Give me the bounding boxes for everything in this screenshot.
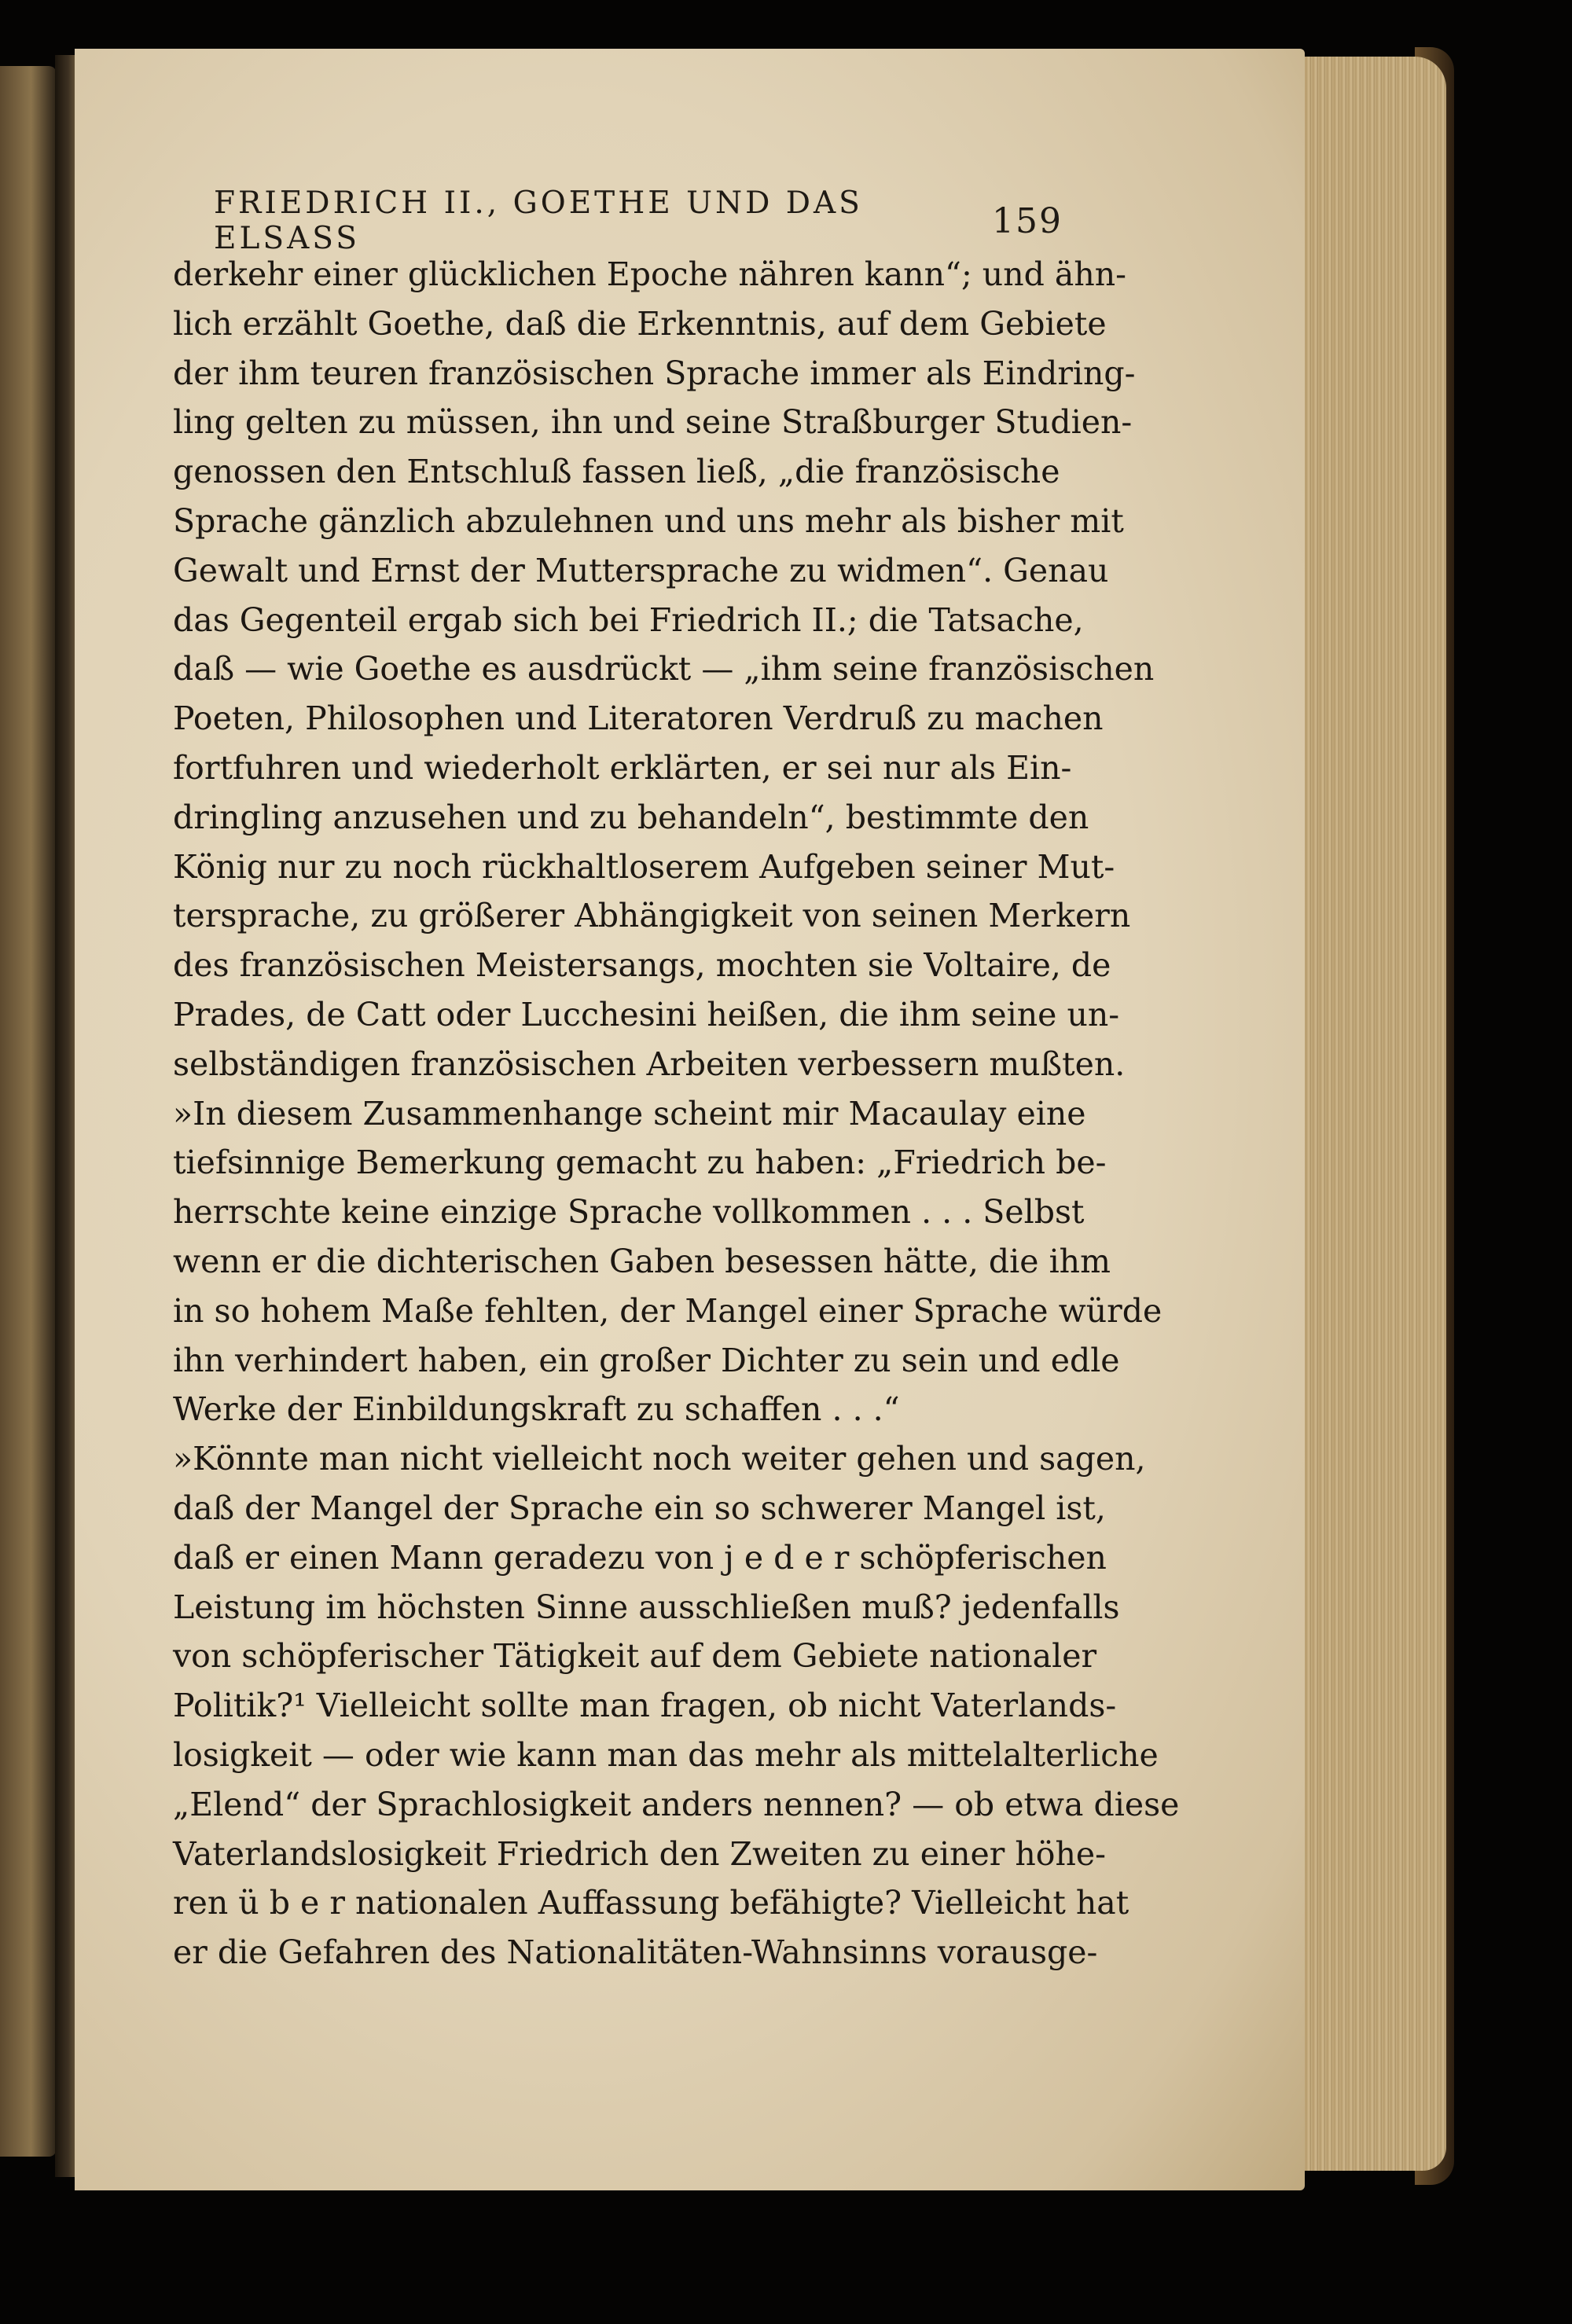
running-head xyxy=(214,185,1063,256)
text-line: derkehr einer glücklichen Epoche nähren kann“; und ähn- xyxy=(173,255,1126,293)
text-line: ihn verhindert haben, ein großer Dichter zu sein und edle xyxy=(173,1341,1120,1379)
text-line: daß er einen Mann geradezu von j e d e r schöpferischen xyxy=(173,1538,1107,1577)
text-line: er die Gefahren des Nationalitäten-Wahnsinns vorausge- xyxy=(173,1933,1098,1972)
text-line: ren ü b e r nationalen Auffassung befähigte? Vielleicht hat xyxy=(173,1884,1129,1922)
text-line: dringling anzusehen und zu behandeln“, bestimmte den xyxy=(173,798,1089,836)
text-line: daß der Mangel der Sprache ein so schwerer Mangel ist, xyxy=(173,1489,1106,1527)
text-line: Leistung im höchsten Sinne ausschließen muß? jedenfalls xyxy=(173,1588,1120,1626)
page-number: 159 xyxy=(992,200,1063,241)
text-line: Politik?¹ Vielleicht sollte man fragen, ob nicht Vaterlands- xyxy=(173,1687,1117,1725)
text-line: losigkeit — oder wie kann man das mehr als mittelalterliche xyxy=(173,1735,1159,1774)
text-line: „Elend“ der Sprachlosigkeit anders nennen? — ob etwa diese xyxy=(173,1785,1180,1823)
book-gutter xyxy=(55,55,77,2177)
text-line: Sprache gänzlich abzulehnen und uns mehr als bisher mit xyxy=(173,501,1124,540)
text-line: fortfuhren und wiederholt erklärten, er sei nur als Ein- xyxy=(173,748,1072,787)
text-line: tiefsinnige Bemerkung gemacht zu haben: „Friedrich be- xyxy=(173,1144,1107,1182)
text-line: ling gelten zu müssen, ihn und seine Straßburger Studien- xyxy=(173,403,1133,442)
text-line: genossen den Entschluß fassen ließ, „die französische xyxy=(173,453,1060,491)
text-line: selbständigen französischen Arbeiten verbessern mußten. xyxy=(173,1045,1126,1083)
text-line: Vaterlandslosigkeit Friedrich den Zweiten zu einer höhe- xyxy=(173,1834,1106,1873)
body-text xyxy=(173,250,1180,1977)
text-line: der ihm teuren französischen Sprache immer als Eindring- xyxy=(173,354,1136,392)
text-line: »Könnte man nicht vielleicht noch weiter gehen und sagen, xyxy=(173,1440,1146,1478)
text-line: Prades, de Catt oder Lucchesini heißen, die ihm seine un- xyxy=(173,995,1120,1034)
text-line: in so hohem Maße fehlten, der Mangel einer Sprache würde xyxy=(173,1291,1162,1330)
text-line: Poeten, Philosophen und Literatoren Verdruß zu machen xyxy=(173,699,1104,738)
text-line: das Gegenteil ergab sich bei Friedrich II.; die Tatsache, xyxy=(173,600,1084,639)
text-line: von schöpferischer Tätigkeit auf dem Gebiete nationaler xyxy=(173,1637,1097,1676)
text-line: daß — wie Goethe es ausdrückt — „ihm seine französischen xyxy=(173,650,1155,688)
text-line: des französischen Meistersangs, mochten sie Voltaire, de xyxy=(173,946,1111,985)
page-block-edges xyxy=(1297,57,1446,2171)
text-line: wenn er die dichterischen Gaben besessen hätte, die ihm xyxy=(173,1242,1111,1280)
text-line: Gewalt und Ernst der Muttersprache zu widmen“. Genau xyxy=(173,551,1109,589)
left-page-edge xyxy=(0,66,57,2157)
text-line: »In diesem Zusammenhange scheint mir Macaulay eine xyxy=(173,1094,1086,1133)
text-line: tersprache, zu größerer Abhängigkeit von seinen Merkern xyxy=(173,897,1131,935)
running-head-title: FRIEDRICH II., GOETHE UND DAS ELSASS xyxy=(214,185,863,256)
text-line: herrschte keine einzige Sprache vollkommen . . . Selbst xyxy=(173,1193,1085,1232)
text-line: König nur zu noch rückhaltloserem Aufgeben seiner Mut- xyxy=(173,847,1115,886)
text-line: lich erzählt Goethe, daß die Erkenntnis, auf dem Gebiete xyxy=(173,304,1107,343)
text-line: Werke der Einbildungskraft zu schaffen . . .“ xyxy=(173,1390,900,1429)
